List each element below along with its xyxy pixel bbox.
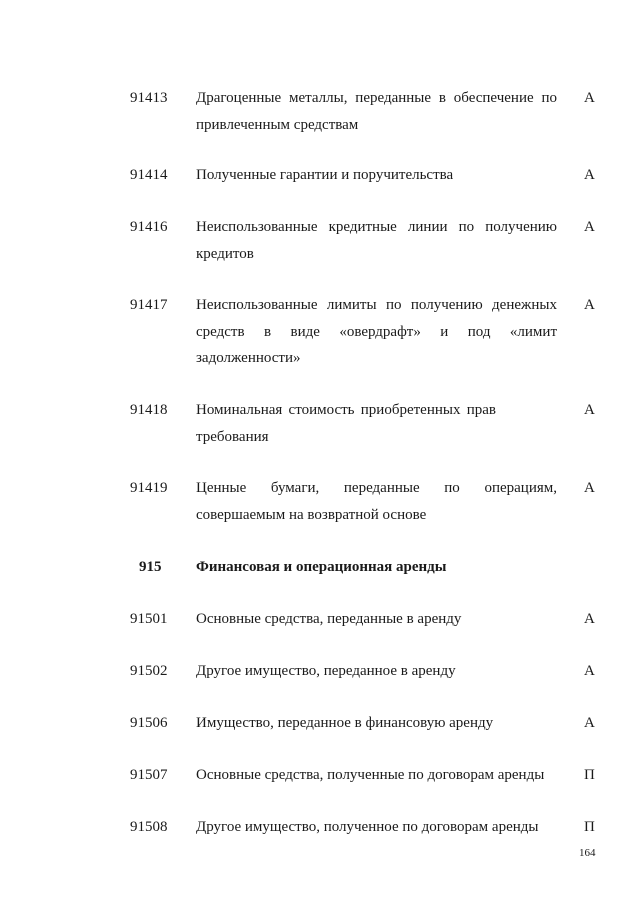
account-code: 91416 (130, 219, 168, 235)
account-type-flag: П (584, 819, 595, 835)
account-code: 91502 (130, 663, 168, 679)
account-type-flag: А (584, 480, 595, 496)
account-name: Драгоценные металлы, переданные в обеспечение по привлеченным средствам (196, 90, 557, 133)
account-type-flag: А (584, 297, 595, 313)
account-type-flag: А (584, 663, 595, 679)
account-code: 91507 (130, 767, 168, 783)
page-number: 164 (579, 847, 596, 859)
account-name: Полученные гарантии и поручительства (196, 167, 454, 183)
account-name: Имущество, переданное в финансовую аренду (196, 715, 494, 731)
account-code: 91418 (130, 402, 168, 418)
account-name: Неиспользованные лимиты по получению денежных средств в виде «овердрафт» и под «лимит задолженности» (196, 297, 557, 366)
account-type-flag: П (584, 767, 595, 783)
account-type-flag: А (584, 219, 595, 235)
account-type-flag: А (584, 611, 595, 627)
account-name: Другое имущество, переданное в аренду (196, 663, 456, 679)
account-code: 91414 (130, 167, 168, 183)
account-type-flag: А (584, 402, 595, 418)
account-code: 91413 (130, 90, 168, 106)
section-title: Финансовая и операционная аренды (196, 559, 447, 575)
account-code: 91506 (130, 715, 168, 731)
account-name: Основные средства, переданные в аренду (196, 611, 462, 627)
account-type-flag: А (584, 167, 595, 183)
account-code: 91417 (130, 297, 168, 313)
section-code: 915 (139, 559, 162, 575)
account-code: 91501 (130, 611, 168, 627)
account-name: Номинальная стоимость приобретенных прав требования (196, 402, 496, 445)
account-type-flag: А (584, 90, 595, 106)
account-name: Основные средства, полученные по договорам аренды (196, 767, 545, 783)
account-name: Другое имущество, полученное по договорам аренды (196, 819, 539, 835)
account-name: Ценные бумаги, переданные по операциям, совершаемым на возвратной основе (196, 480, 557, 523)
account-name: Неиспользованные кредитные линии по получению кредитов (196, 219, 557, 262)
account-type-flag: А (584, 715, 595, 731)
account-code: 91419 (130, 480, 168, 496)
account-code: 91508 (130, 819, 168, 835)
